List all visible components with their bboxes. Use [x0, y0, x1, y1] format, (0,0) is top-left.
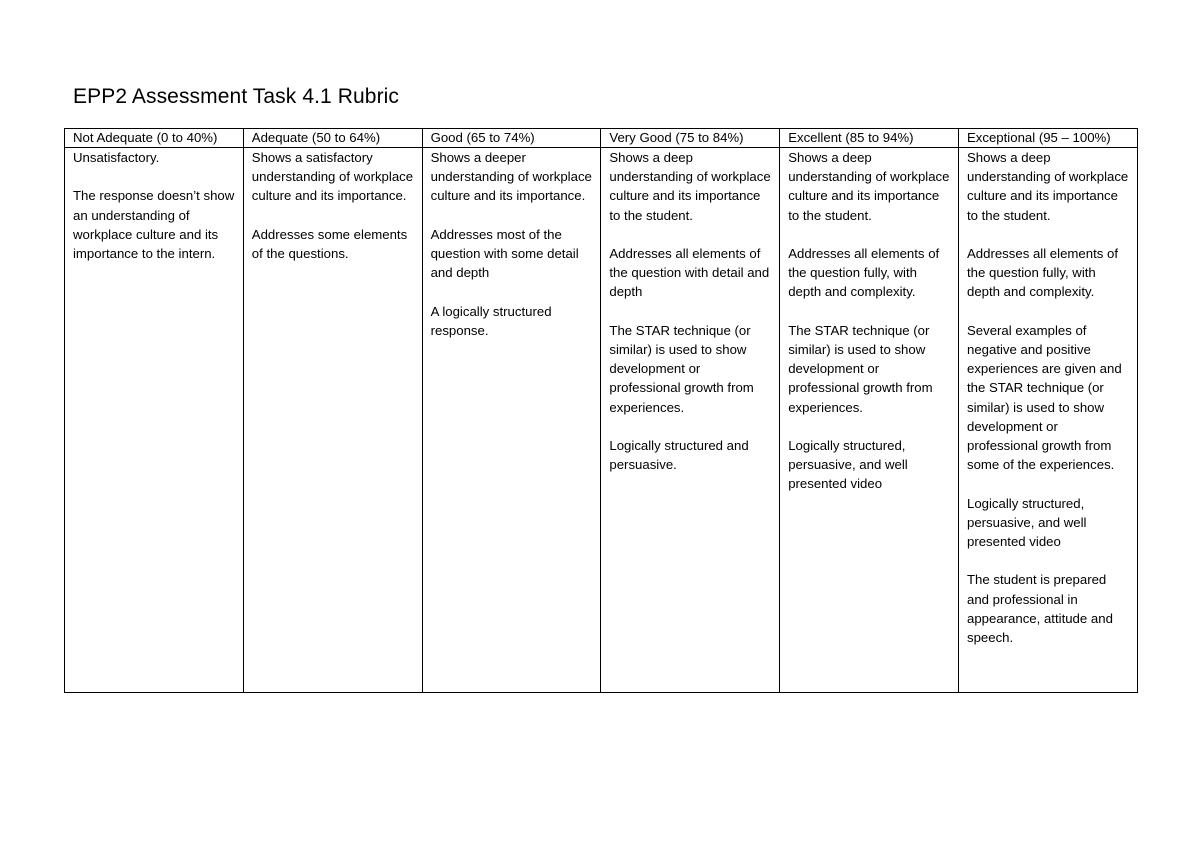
header-good: Good (65 to 74%)	[422, 129, 601, 148]
criteria-row	[65, 148, 1138, 693]
cell-exceptional	[958, 148, 1137, 693]
cell-very-good	[601, 148, 780, 693]
cell-paragraph: The student is prepared and professional in appearance, attitude and speech.	[966, 572, 1113, 646]
cell-paragraph: Addresses most of the question with some detail and depth	[430, 226, 579, 281]
header-very-good: Very Good (75 to 84%)	[601, 129, 780, 148]
cell-paragraph: Shows a deep understanding of workplace culture and its importance to the student.	[966, 150, 1129, 223]
cell-paragraph: The STAR technique (or similar) is used to show development or professional growth from experiences.	[788, 322, 933, 415]
cell-paragraph: Logically structured and persuasive.	[609, 438, 749, 473]
cell-paragraph: Logically structured, persuasive, and well presented video	[788, 438, 908, 492]
cell-excellent	[780, 148, 959, 693]
cell-paragraph: Shows a deep understanding of workplace culture and its importance to the student.	[788, 150, 950, 223]
cell-paragraph: Shows a satisfactory understanding of workplace culture and its importance.	[251, 150, 414, 204]
cell-paragraph: Several examples of negative and positive experiences are given and the STAR technique (or similar) is used to show development or professional growth from some of the experiences.	[966, 322, 1122, 473]
cell-paragraph: Addresses all elements of the question fully, with depth and complexity.	[788, 246, 940, 300]
cell-paragraph: A logically structured response.	[430, 303, 552, 338]
header-row	[65, 129, 1138, 148]
cell-paragraph: The STAR technique (or similar) is used to show development or professional growth from experiences.	[609, 322, 754, 415]
cell-paragraph: Unsatisfactory.	[73, 150, 160, 165]
cell-paragraph: Shows a deep understanding of workplace culture and its importance to the student.	[609, 150, 771, 223]
header-excellent: Excellent (85 to 94%)	[780, 129, 959, 148]
header-not-adequate: Not Adequate (0 to 40%)	[65, 129, 244, 148]
cell-paragraph: Addresses some elements of the questions.	[251, 226, 408, 261]
cell-paragraph: The response doesn’t show an understanding of workplace culture and its importance to the intern.	[73, 188, 235, 261]
cell-paragraph: Logically structured, persuasive, and well presented video	[966, 495, 1087, 550]
cell-paragraph: Addresses all elements of the question fully, with depth and complexity.	[966, 246, 1118, 300]
cell-paragraph: Shows a deeper understanding of workplace culture and its importance.	[430, 150, 592, 204]
page-title: EPP2 Assessment Task 4.1 Rubric	[73, 85, 400, 108]
cell-not-adequate	[65, 148, 244, 693]
rubric-table	[64, 128, 1138, 693]
cell-good	[422, 148, 601, 693]
header-adequate: Adequate (50 to 64%)	[243, 129, 422, 148]
cell-adequate	[243, 148, 422, 693]
cell-paragraph: Addresses all elements of the question with detail and depth	[609, 246, 770, 300]
header-exceptional: Exceptional (95 – 100%)	[958, 129, 1137, 148]
